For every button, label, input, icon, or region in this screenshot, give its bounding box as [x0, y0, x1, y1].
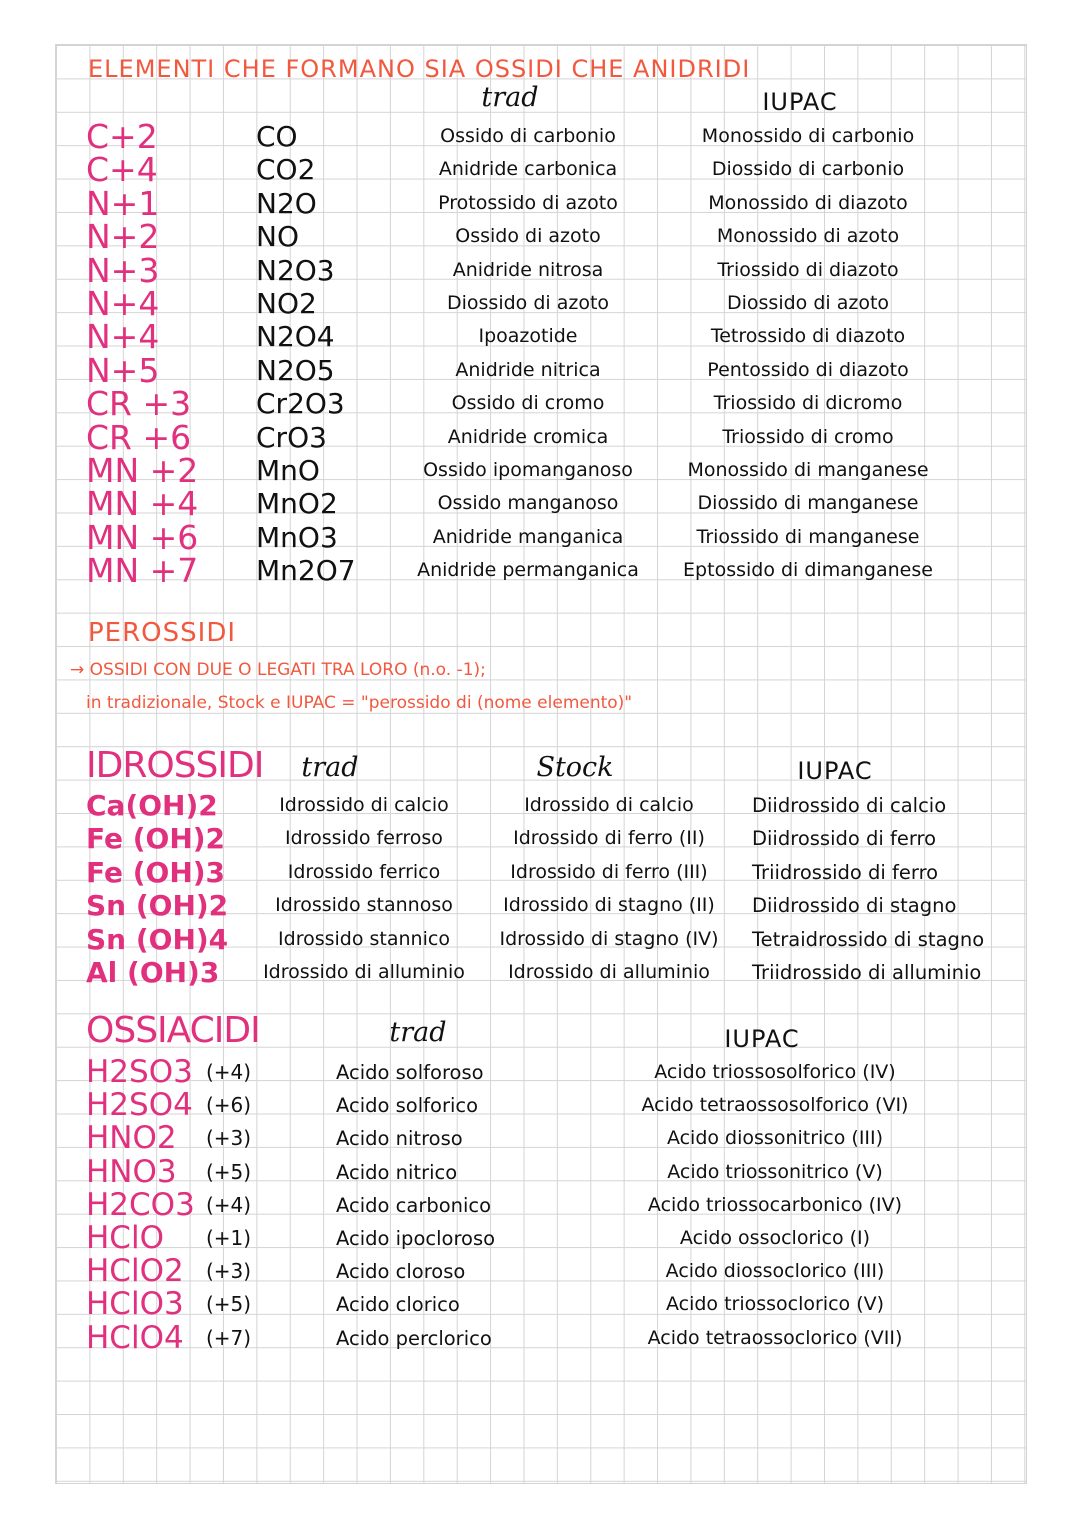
- traditional-name: Ossido di carbonio: [440, 125, 616, 147]
- oxidation-state: C+2: [86, 117, 158, 156]
- iupac-name: Triidrossido di alluminio: [752, 961, 982, 984]
- oxidation-state: N+4: [86, 284, 160, 323]
- oxidation-number: (+4): [206, 1060, 252, 1084]
- iupac-name: Acido tetraossoclorico (VII): [647, 1326, 903, 1349]
- oxidation-state: N+4: [86, 317, 160, 357]
- traditional-name: Acido nitroso: [336, 1127, 463, 1151]
- stock-name: Idrossido di stagno (IV): [499, 927, 719, 950]
- iupac-name: Eptossido di dimanganese: [683, 559, 933, 582]
- iupac-name: Pentossido di diazoto: [707, 358, 909, 381]
- iupac-name: Acido triossonitrico (V): [667, 1160, 883, 1183]
- traditional-name: Idrossido ferroso: [285, 827, 443, 850]
- traditional-name: Anidride nitrosa: [452, 258, 604, 281]
- oxidation-number: (+7): [206, 1325, 252, 1350]
- traditional-name: Anidride cromica: [447, 425, 609, 448]
- traditional-name: Idrossido di alluminio: [263, 961, 465, 983]
- formula: NO2: [256, 287, 317, 320]
- iupac-name: Triossido di dicromo: [713, 392, 903, 415]
- oxidation-state: MN +7: [86, 551, 199, 591]
- formula: N2O3: [256, 253, 335, 287]
- traditional-name: Ossido ipomanganoso: [423, 459, 633, 481]
- iupac-name: Tetraidrossido di stagno: [752, 927, 985, 951]
- oxides-title: ELEMENTI CHE FORMANO SIA OSSIDI CHE ANIDRIDI: [88, 55, 751, 83]
- oxidation-state: N+5: [86, 350, 160, 390]
- formula: HNO2: [86, 1120, 177, 1157]
- formula: MnO: [256, 454, 320, 487]
- traditional-name: Acido solforico: [336, 1094, 479, 1118]
- traditional-name: Acido cloroso: [336, 1260, 466, 1284]
- peroxides-naming-rule: in tradizionale, Stock e IUPAC = "perossido di (nome elemento)": [86, 693, 633, 713]
- formula: H2CO3: [86, 1186, 195, 1223]
- formula: Fe (OH)2: [86, 822, 226, 856]
- oxidation-number: (+3): [206, 1126, 252, 1151]
- iupac-name: Tetrossido di diazoto: [710, 325, 906, 348]
- iupac-name: Acido tetraossosolforico (VI): [641, 1094, 909, 1117]
- traditional-name: Acido carbonico: [336, 1193, 492, 1217]
- formula: Sn (OH)2: [86, 889, 229, 923]
- peroxides-definition: → OSSIDI CON DUE O LEGATI TRA LORO (n.o. -1);: [70, 660, 486, 680]
- oxidation-number: (+3): [206, 1259, 252, 1284]
- iupac-name: Diidrossido di stagno: [752, 894, 957, 918]
- stock-name: Idrossido di alluminio: [508, 961, 710, 983]
- formula: NO: [256, 220, 299, 254]
- oxidation-state: CR +6: [86, 417, 192, 457]
- iupac-name: Diossido di carbonio: [711, 158, 905, 181]
- formula: MnO3: [256, 520, 338, 554]
- formula: Sn (OH)4: [86, 922, 229, 956]
- hydroxides-title: IDROSSIDI: [86, 745, 264, 786]
- iupac-name: Acido diossonitrico (III): [666, 1127, 884, 1150]
- oxidation-state: C+4: [86, 150, 158, 190]
- oxidation-state: MN +6: [86, 517, 199, 557]
- formula: Fe (OH)3: [86, 855, 226, 889]
- formula: Al (OH)3: [86, 956, 220, 989]
- traditional-name: Ipoazotide: [478, 325, 578, 348]
- stock-name: Idrossido di calcio: [524, 794, 694, 816]
- stock-name: Idrossido di stagno (II): [503, 894, 715, 917]
- oxidation-number: (+1): [206, 1226, 252, 1250]
- traditional-name: Acido ipocloroso: [336, 1227, 496, 1250]
- formula: HClO: [86, 1220, 164, 1256]
- stock-name: Idrossido di ferro (III): [510, 860, 708, 883]
- iupac-name: Triossido di diazoto: [717, 258, 899, 281]
- traditional-name: Acido clorico: [336, 1293, 460, 1317]
- iupac-name: Monossido di manganese: [687, 459, 929, 481]
- formula: CO2: [256, 153, 316, 187]
- formula: MnO2: [256, 487, 338, 521]
- oxidation-number: (+5): [206, 1159, 252, 1184]
- formula: HClO3: [86, 1286, 184, 1323]
- traditional-name: Anidride manganica: [432, 525, 624, 548]
- traditional-name: Acido nitrico: [336, 1160, 458, 1184]
- traditional-name: Acido perclorico: [336, 1326, 492, 1350]
- oxidation-number: (+4): [206, 1192, 252, 1217]
- traditional-name: Anidride nitrica: [455, 358, 601, 381]
- iupac-name: Diossido di azoto: [726, 292, 890, 314]
- oxidation-state: N+1: [86, 183, 160, 223]
- oxyacids-header-trad: trad: [389, 1017, 447, 1048]
- oxides-header-trad: trad: [481, 82, 539, 113]
- oxides-header-iupac: IUPAC: [762, 88, 838, 116]
- formula: H2SO4: [86, 1087, 193, 1124]
- iupac-name: Triossido di manganese: [696, 525, 920, 548]
- hydroxides-header-iupac: IUPAC: [797, 757, 873, 785]
- oxidation-state: N+2: [86, 217, 160, 257]
- formula: Cr2O3: [256, 387, 345, 421]
- formula: HNO3: [86, 1153, 177, 1190]
- traditional-name: Ossido manganoso: [437, 492, 619, 515]
- iupac-name: Triidrossido di ferro: [752, 860, 939, 884]
- iupac-name: Triossido di cromo: [722, 425, 894, 448]
- peroxides-title: PEROSSIDI: [88, 618, 237, 648]
- iupac-name: Acido triossocarbonico (IV): [647, 1193, 903, 1216]
- formula: N2O: [256, 186, 317, 220]
- hydroxides-header-stock: Stock: [536, 752, 614, 783]
- iupac-name: Monossido di carbonio: [701, 125, 915, 147]
- traditional-name: Acido solforoso: [336, 1061, 484, 1084]
- iupac-name: Monossido di diazoto: [708, 191, 908, 214]
- oxidation-state: N+3: [86, 250, 160, 290]
- formula: H2SO3: [86, 1054, 193, 1090]
- oxidation-state: MN +2: [86, 451, 199, 490]
- iupac-name: Acido diossoclorico (III): [665, 1260, 885, 1283]
- iupac-name: Diidrossido di calcio: [752, 794, 947, 817]
- traditional-name: Anidride permanganica: [417, 559, 639, 582]
- oxidation-number: (+5): [206, 1292, 252, 1317]
- iupac-name: Diidrossido di ferro: [752, 827, 937, 851]
- formula: CO: [256, 120, 298, 153]
- formula: HClO2: [86, 1253, 184, 1290]
- traditional-name: Idrossido di calcio: [279, 794, 449, 816]
- traditional-name: Idrossido ferrico: [287, 860, 441, 883]
- iupac-name: Acido ossoclorico (I): [679, 1227, 871, 1249]
- formula: Mn2O7: [256, 554, 356, 588]
- traditional-name: Anidride carbonica: [438, 158, 618, 181]
- traditional-name: Idrossido stannoso: [275, 894, 453, 917]
- iupac-name: Acido triossoclorico (V): [665, 1293, 885, 1316]
- stock-name: Idrossido di ferro (II): [513, 827, 705, 850]
- formula: N2O4: [256, 320, 335, 354]
- traditional-name: Ossido di cromo: [451, 392, 605, 415]
- oxidation-state: CR +3: [86, 384, 192, 424]
- iupac-name: Monossido di azoto: [716, 225, 900, 248]
- traditional-name: Idrossido stannico: [278, 927, 450, 950]
- formula: Ca(OH)2: [86, 789, 218, 822]
- oxidation-number: (+6): [206, 1093, 252, 1118]
- hydroxides-header-trad: trad: [301, 752, 359, 783]
- traditional-name: Ossido di azoto: [455, 225, 601, 248]
- iupac-name: Acido triossosolforico (IV): [654, 1061, 896, 1083]
- formula: CrO3: [256, 420, 327, 454]
- oxidation-state: MN +4: [86, 484, 199, 524]
- oxyacids-header-iupac: IUPAC: [724, 1025, 800, 1053]
- traditional-name: Diossido di azoto: [446, 292, 610, 314]
- oxyacids-title: OSSIACIDI: [86, 1010, 260, 1051]
- traditional-name: Protossido di azoto: [438, 191, 618, 214]
- formula: N2O5: [256, 353, 335, 387]
- iupac-name: Diossido di manganese: [697, 492, 919, 515]
- formula: HClO4: [86, 1319, 184, 1356]
